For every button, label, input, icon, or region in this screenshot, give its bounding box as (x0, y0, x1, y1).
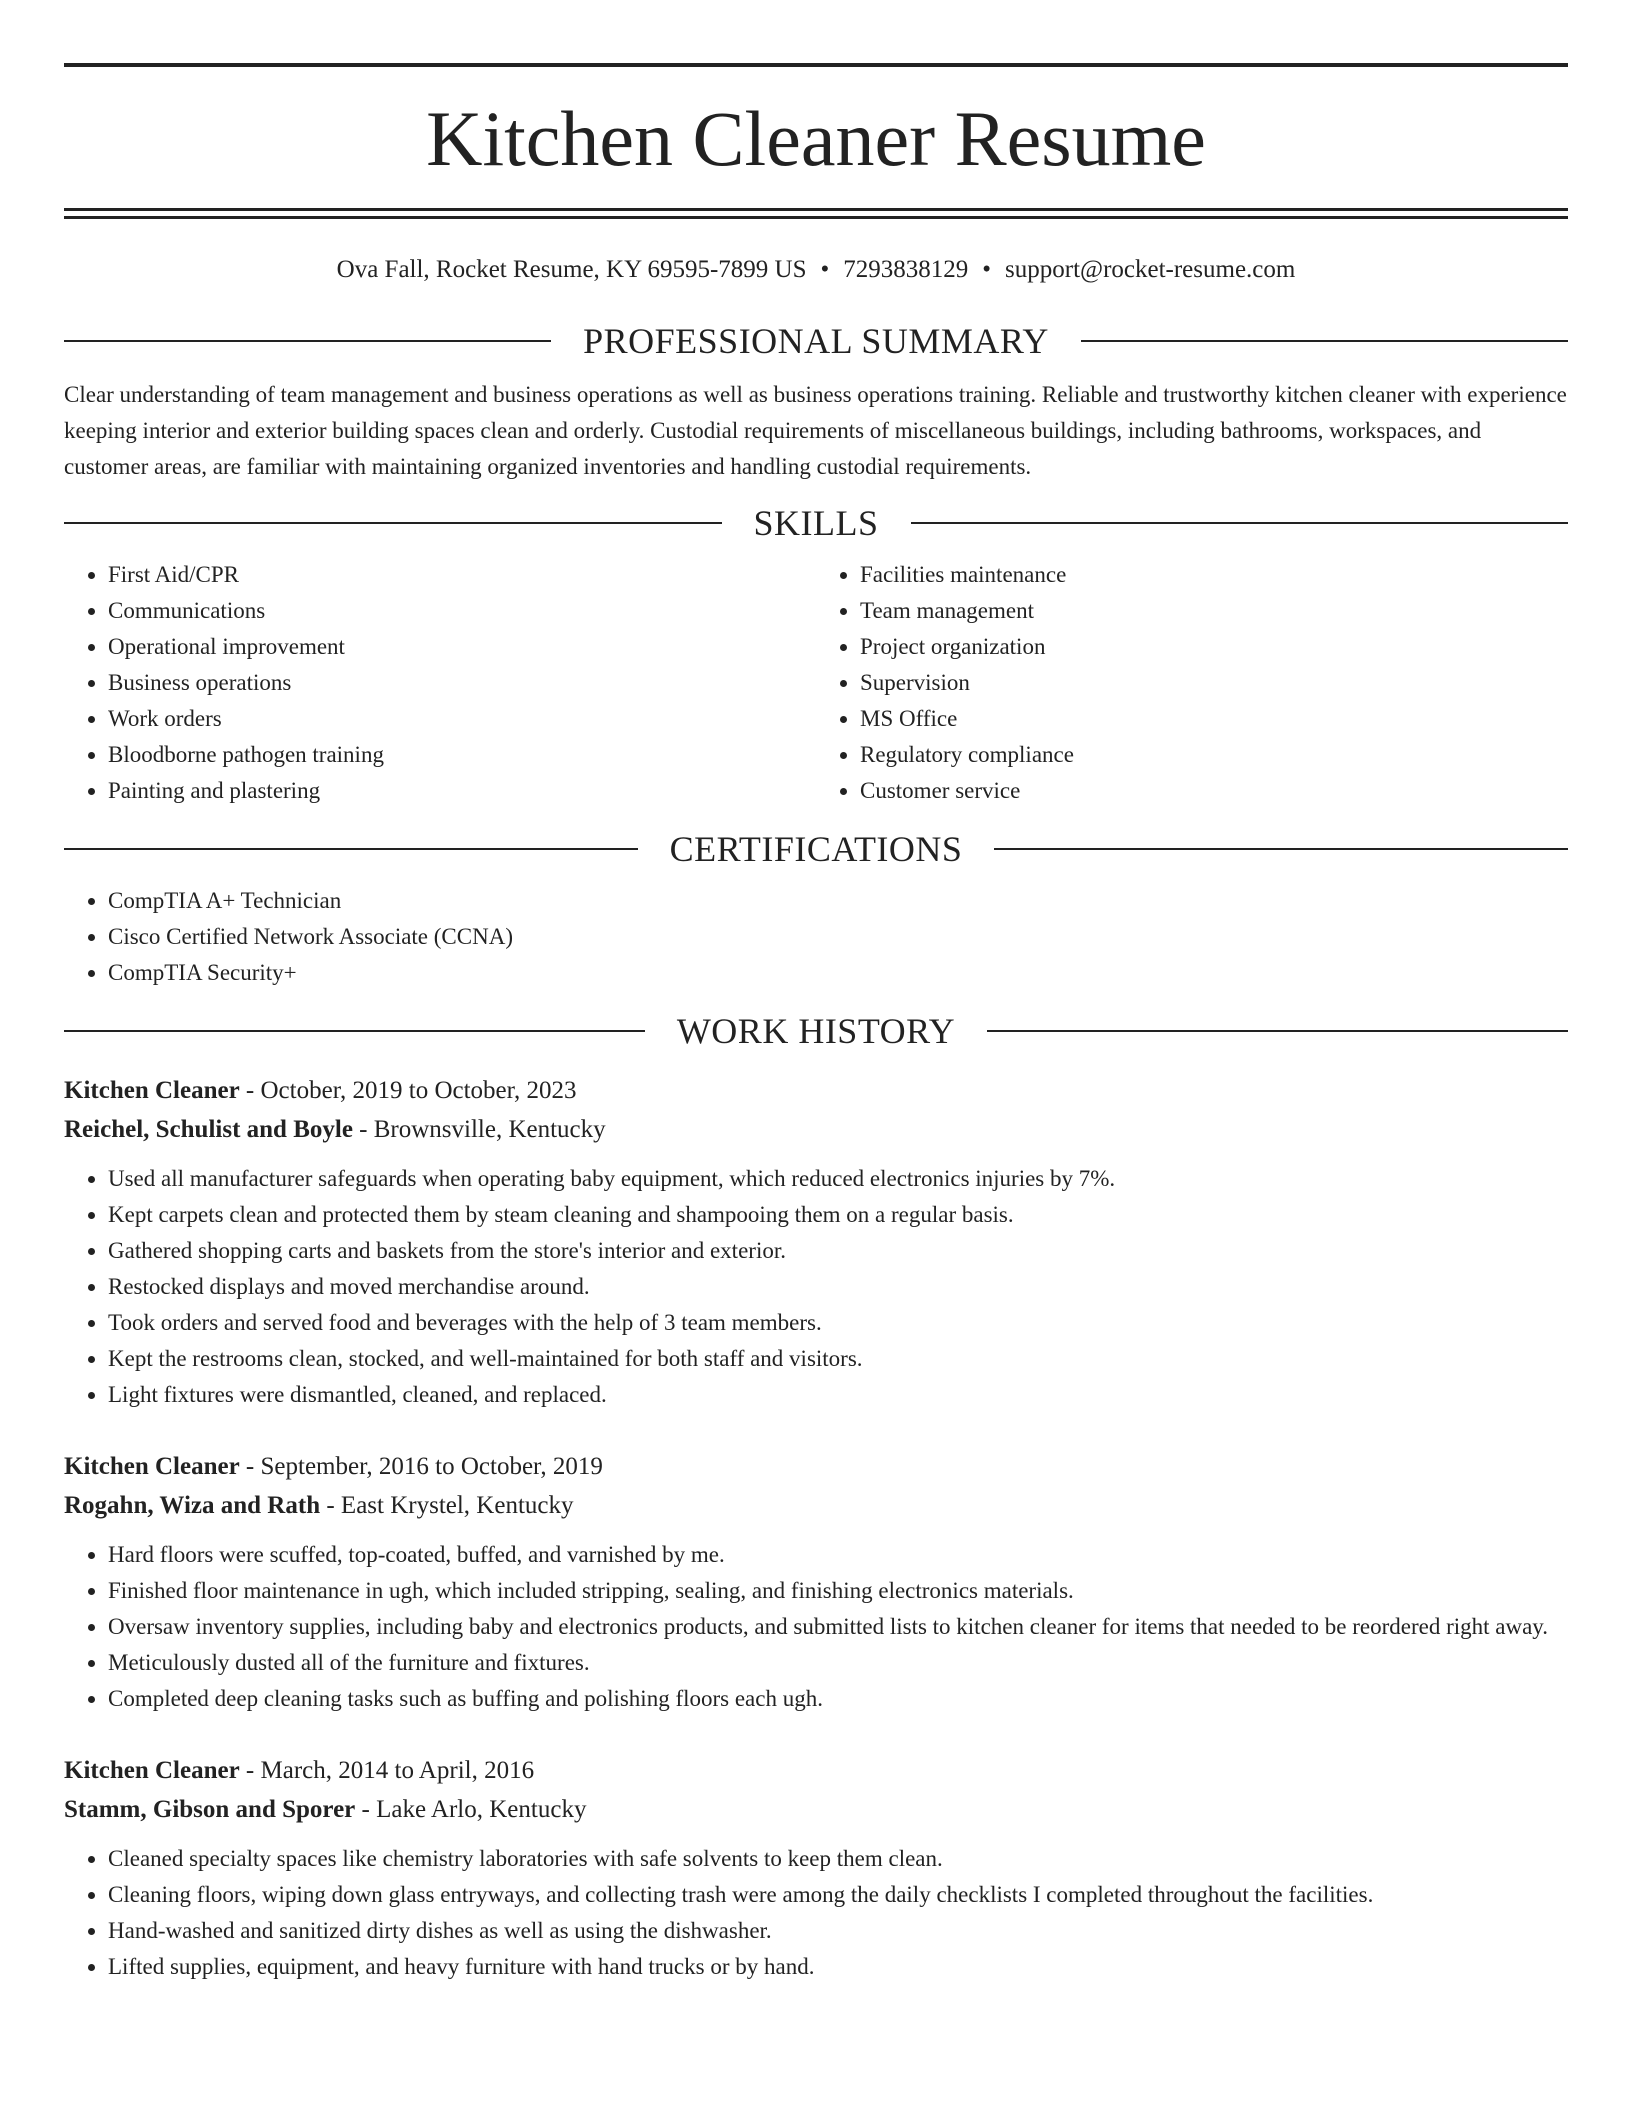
skill-item: • Project organization (860, 629, 1568, 665)
contact-phone: 7293838129 (843, 256, 969, 283)
job-bullet: • Hand-washed and sanitized dirty dishes as well as using the dishwasher. (108, 1913, 1568, 1949)
contact-address: Ova Fall, Rocket Resume, KY 69595-7899 US (336, 256, 807, 283)
skill-item: • Regulatory compliance (860, 737, 1568, 773)
job-company: Reichel, Schulist and Boyle (64, 1116, 353, 1143)
job-bullet: • Light fixtures were dismantled, cleaned, and replaced. (108, 1377, 1568, 1413)
job-entry (64, 1071, 1568, 1413)
contact-separator: • (820, 256, 830, 283)
job-bullet: • Took orders and served food and beverages with the help of 3 team members. (108, 1305, 1568, 1341)
certification-item: • CompTIA Security+ (108, 955, 1568, 991)
skills-section-header (64, 505, 1568, 541)
skill-item: • Facilities maintenance (860, 557, 1568, 593)
job-bullets (64, 1841, 1568, 1985)
certifications-list (64, 883, 1568, 991)
job-entry (64, 1751, 1568, 1985)
section-heading: SKILLS (753, 503, 879, 543)
job-bullets (64, 1537, 1568, 1717)
job-bullet: • Kept the restrooms clean, stocked, and well-maintained for both staff and visitors. (108, 1341, 1568, 1377)
job-company-line (64, 1486, 1568, 1525)
skills-list-left (64, 557, 816, 809)
job-bullet: • Cleaned specialty spaces like chemistry laboratories with safe solvents to keep them clean. (108, 1841, 1568, 1877)
job-title: Kitchen Cleaner (64, 1077, 240, 1104)
section-rule (64, 340, 551, 342)
job-location: - East Krystel, Kentucky (320, 1492, 574, 1519)
job-bullet: • Gathered shopping carts and baskets from the store's interior and exterior. (108, 1233, 1568, 1269)
skill-item: • First Aid/CPR (108, 557, 816, 593)
section-rule (987, 1030, 1568, 1032)
section-rule (1081, 340, 1568, 342)
job-entry (64, 1447, 1568, 1717)
skill-item: • Operational improvement (108, 629, 816, 665)
job-bullet: • Meticulously dusted all of the furniture and fixtures. (108, 1645, 1568, 1681)
skill-item: • Painting and plastering (108, 773, 816, 809)
job-bullet: • Kept carpets clean and protected them by steam cleaning and shampooing them on a regular basis. (108, 1197, 1568, 1233)
job-bullets (64, 1161, 1568, 1413)
skill-item: • Customer service (860, 773, 1568, 809)
certification-item: • CompTIA A+ Technician (108, 883, 1568, 919)
section-rule (64, 848, 638, 850)
skills-list-right (816, 557, 1568, 809)
section-rule (64, 1030, 645, 1032)
job-title-line (64, 1751, 1568, 1790)
job-dates: - March, 2014 to April, 2016 (239, 1757, 535, 1784)
job-bullet: • Hard floors were scuffed, top-coated, buffed, and varnished by me. (108, 1537, 1568, 1573)
job-location: - Lake Arlo, Kentucky (355, 1796, 587, 1823)
job-dates: - October, 2019 to October, 2023 (239, 1077, 577, 1104)
section-heading: PROFESSIONAL SUMMARY (583, 321, 1049, 361)
skill-item: • Team management (860, 593, 1568, 629)
work-history-section-header (64, 1013, 1568, 1049)
certifications-section-header (64, 831, 1568, 867)
contact-separator: • (982, 256, 992, 283)
job-dates: - September, 2016 to October, 2019 (239, 1453, 603, 1480)
section-rule (911, 522, 1569, 524)
job-bullet: • Finished floor maintenance in ugh, which included stripping, sealing, and finishing electronics materials. (108, 1573, 1568, 1609)
job-title: Kitchen Cleaner (64, 1757, 240, 1784)
job-company-line (64, 1790, 1568, 1829)
certification-item: • Cisco Certified Network Associate (CCNA) (108, 919, 1568, 955)
job-location: - Brownsville, Kentucky (352, 1116, 606, 1143)
title-double-rule (64, 208, 1568, 219)
summary-text: Clear understanding of team management and business operations as well as business operations training. Reliable and trustworthy kitchen cleaner with experience keeping interior and exterior building spaces clean and orderly. Custodial requirements of miscellaneous buildings, including bathrooms, workspaces, and customer areas, are familiar with maintaining organized inventories and handling custodial requirements. (64, 382, 1567, 479)
job-bullet: • Lifted supplies, equipment, and heavy furniture with hand trucks or by hand. (108, 1949, 1568, 1985)
contact-email[interactable]: support@rocket-resume.com (1005, 256, 1296, 283)
skill-item: • MS Office (860, 701, 1568, 737)
skill-item: • Communications (108, 593, 816, 629)
job-company: Rogahn, Wiza and Rath (64, 1492, 321, 1519)
section-rule (994, 848, 1568, 850)
skills-columns (64, 557, 1568, 809)
skill-item: • Work orders (108, 701, 816, 737)
job-bullet: • Used all manufacturer safeguards when operating baby equipment, which reduced electronics injuries by 7%. (108, 1161, 1568, 1197)
job-company-line (64, 1110, 1568, 1149)
job-bullet: • Completed deep cleaning tasks such as buffing and polishing floors each ugh. (108, 1681, 1568, 1717)
resume-title: Kitchen Cleaner Resume (426, 95, 1206, 182)
section-heading: CERTIFICATIONS (669, 829, 963, 869)
job-bullet: • Cleaning floors, wiping down glass entryways, and collecting trash were among the daily checklists I completed throughout the facilities. (108, 1877, 1568, 1913)
job-company: Stamm, Gibson and Sporer (64, 1796, 356, 1823)
contact-line (64, 255, 1568, 285)
skill-item: • Bloodborne pathogen training (108, 737, 816, 773)
section-rule (64, 522, 722, 524)
job-title-line (64, 1071, 1568, 1110)
top-rule (64, 63, 1568, 67)
job-bullet: • Oversaw inventory supplies, including baby and electronics products, and submitted lists to kitchen cleaner for items that needed to be reordered right away. (108, 1609, 1568, 1645)
section-heading: WORK HISTORY (676, 1011, 956, 1051)
skill-item: • Business operations (108, 665, 816, 701)
summary-section-header (64, 323, 1568, 359)
job-bullet: • Restocked displays and moved merchandise around. (108, 1269, 1568, 1305)
skill-item: • Supervision (860, 665, 1568, 701)
job-title-line (64, 1447, 1568, 1486)
job-title: Kitchen Cleaner (64, 1453, 240, 1480)
